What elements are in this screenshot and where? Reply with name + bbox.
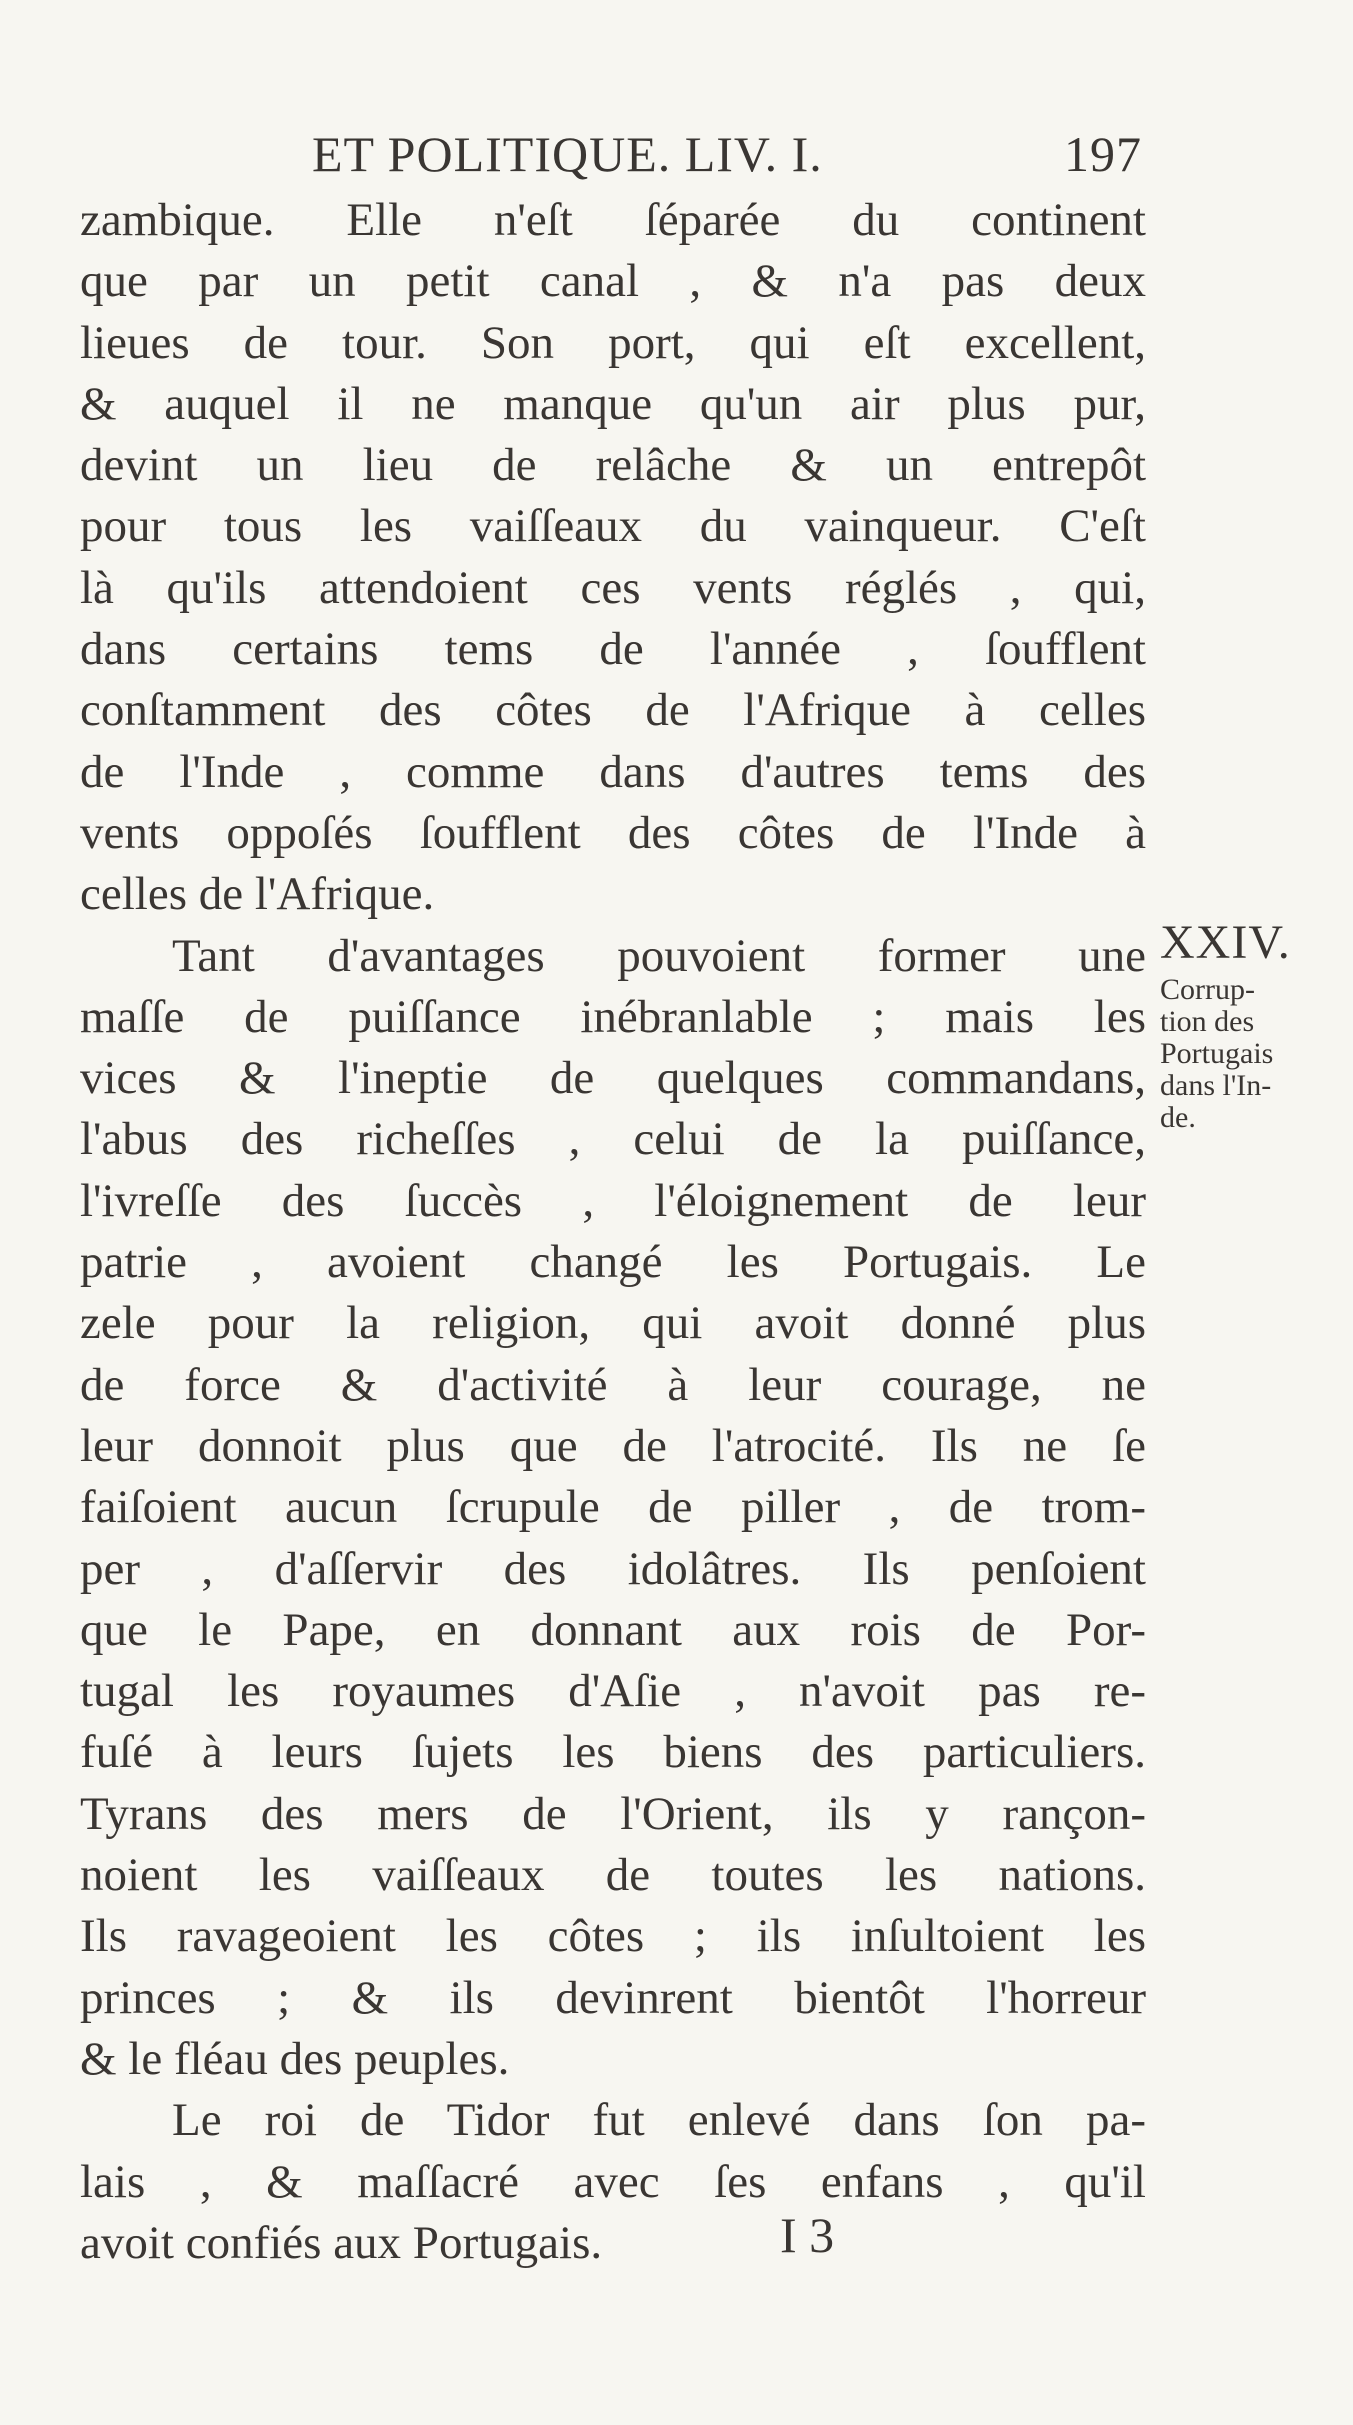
text-line: dans certains tems de l'année , ſoufflent — [80, 623, 1146, 676]
text-line: princes ; & ils devinrent bientôt l'horreur — [80, 1971, 1146, 2024]
text-line: de l'Inde , comme dans d'autres tems des — [80, 745, 1146, 798]
text-line: patrie , avoient changé les Portugais. Le — [80, 1236, 1146, 1289]
margin-note-line: dans l'In- — [1160, 1069, 1272, 1102]
text-line: que le Pape, en donnant aux rois de Por- — [80, 1603, 1146, 1656]
signature-mark: I 3 — [780, 2207, 835, 2263]
text-line: faiſoient aucun ſcrupule de piller , de trom- — [80, 1481, 1146, 1534]
text-line: lais , & maſſacré avec ſes enfans , qu'il — [80, 2155, 1146, 2208]
text-line: lieues de tour. Son port, qui eſt excellent, — [80, 316, 1146, 369]
text-line: que par un petit canal , & n'a pas deux — [80, 255, 1146, 308]
text-line: zele pour la religion, qui avoit donné plus — [80, 1297, 1146, 1350]
text-line: devint un lieu de relâche & un entrepôt — [80, 439, 1146, 492]
margin-note-line: tion des — [1160, 1005, 1255, 1038]
margin-note-line: de. — [1160, 1101, 1196, 1134]
text-line: Ils ravageoient les côtes ; ils inſultoient les — [80, 1910, 1146, 1963]
text-line: de force & d'activité à leur courage, ne — [80, 1358, 1146, 1411]
text-line: pour tous les vaiſſeaux du vainqueur. C'eſt — [80, 500, 1146, 553]
paragraph-1 — [80, 190, 1146, 926]
margin-note-number: XXIV. — [1160, 916, 1291, 969]
margin-note-line: Corrup- — [1160, 973, 1255, 1006]
margin-note-line: Portugais — [1160, 1037, 1274, 1070]
text-line: l'ivreſſe des ſuccès , l'éloignement de leur — [80, 1174, 1146, 1227]
text-line: leur donnoit plus que de l'atrocité. Ils ne ſe — [80, 1419, 1146, 1472]
text-line: zambique. Elle n'eſt ſéparée du continent — [80, 194, 1146, 246]
text-line: vents oppoſés ſoufflent des côtes de l'Inde à — [80, 806, 1146, 859]
body-text — [80, 190, 1146, 2274]
text-line: vices & l'ineptie de quelques commandans, — [80, 1052, 1146, 1105]
text-line: per , d'aſſervir des idolâtres. Ils penſoient — [80, 1542, 1146, 1595]
text-line: Tant d'avantages pouvoient former une — [172, 929, 1146, 982]
text-line: & le fléau des peuples. — [80, 2032, 510, 2085]
page-number: 197 — [1064, 126, 1142, 182]
paragraph-2 — [80, 926, 1146, 2091]
paragraph-3 — [80, 2090, 1146, 2274]
text-line: l'abus des richeſſes , celui de la puiſſance, — [80, 1113, 1146, 1166]
running-title: ET POLITIQUE. LIV. I. — [312, 126, 823, 182]
text-line: noient les vaiſſeaux de toutes les nations. — [80, 1849, 1146, 1902]
text-line: là qu'ils attendoient ces vents réglés , qui, — [80, 561, 1146, 614]
text-line: maſſe de puiſſance inébranlable ; mais les — [80, 990, 1146, 1043]
text-line: conſtamment des côtes de l'Afrique à celles — [80, 684, 1146, 737]
text-line: Le roi de Tidor fut enlevé dans ſon pa- — [172, 2094, 1146, 2147]
text-line: celles de l'Afrique. — [80, 868, 435, 921]
text-line: tugal les royaumes d'Aſie , n'avoit pas re- — [80, 1665, 1146, 1718]
margin-note — [1160, 912, 1335, 1134]
page-header — [312, 118, 1142, 190]
text-line: Tyrans des mers de l'Orient, ils y rançon- — [80, 1787, 1146, 1840]
text-line: avoit confiés aux Portugais. — [80, 2216, 603, 2269]
text-line: fuſé à leurs ſujets les biens des particuliers. — [80, 1726, 1146, 1779]
text-line: & auquel il ne manque qu'un air plus pur, — [80, 377, 1146, 430]
